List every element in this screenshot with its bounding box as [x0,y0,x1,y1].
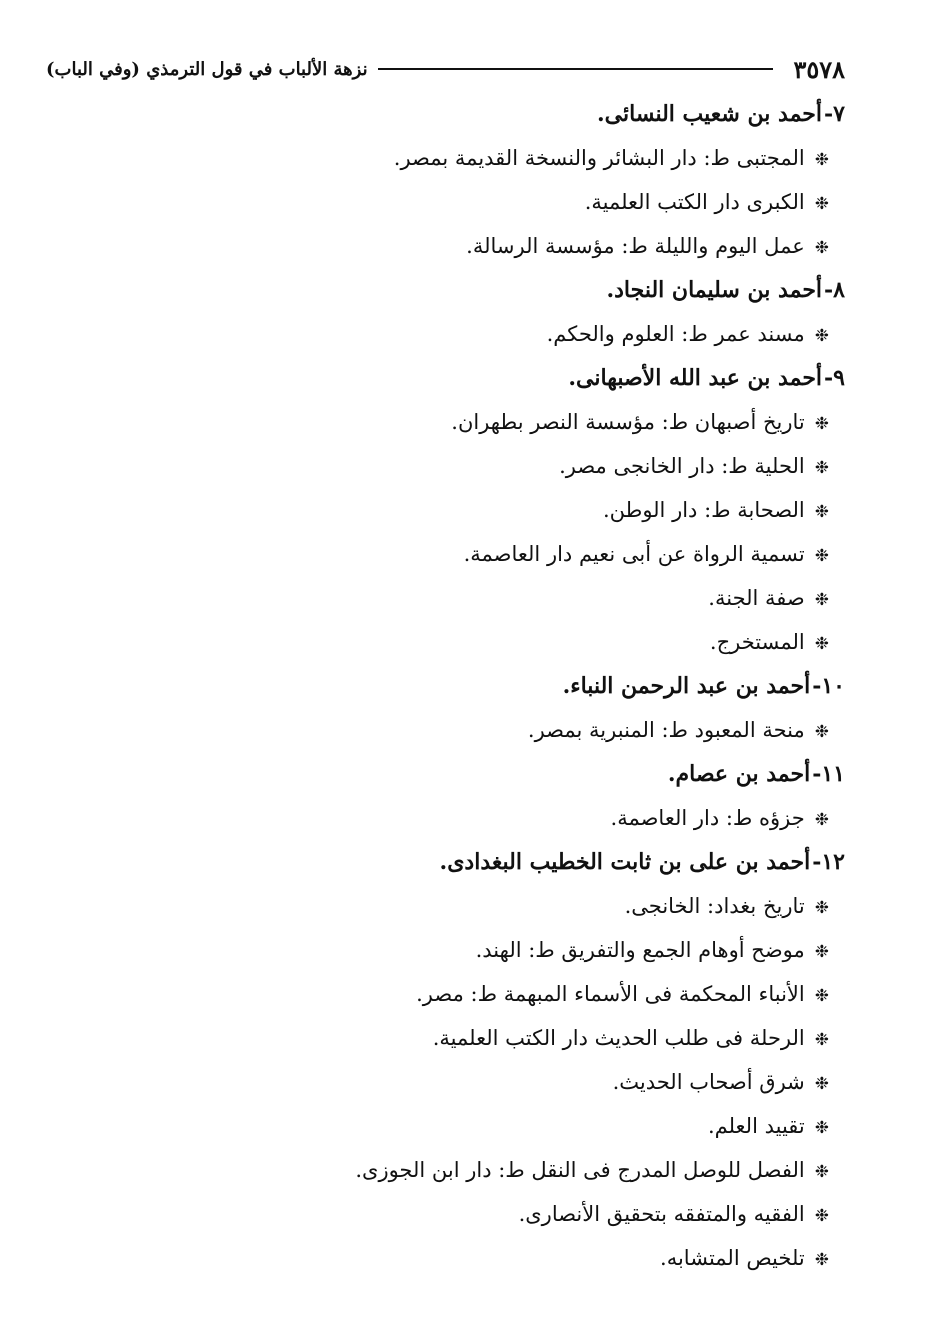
book-title: مسند عمر ط: العلوم والحكم. [546,322,805,346]
book-title: تاريخ بغداد: الخانجى. [624,894,805,918]
running-title: نزهة الألباب في قول الترمذي (وفي الباب) [46,58,368,80]
asterisk-flower-icon: ❉ [814,942,829,962]
book-list-item [40,532,845,576]
asterisk-flower-icon: ❉ [814,1206,829,1226]
book-list-item [40,1148,845,1192]
book-list-item [40,1236,845,1280]
page-number: ٣٥٧٨ [793,54,845,84]
book-list-item [40,1104,845,1148]
book-list-item [40,400,845,444]
asterisk-flower-icon: ❉ [814,326,829,346]
asterisk-flower-icon: ❉ [814,986,829,1006]
heading-number: ١١- [812,761,845,787]
book-title: الفصل للوصل المدرج فى النقل ط: دار ابن الجوزى. [355,1158,805,1182]
book-list-item [40,312,845,356]
book-list-item [40,1060,845,1104]
book-list-item [40,708,845,752]
book-title: صفة الجنة. [708,586,805,610]
author-heading [40,92,845,136]
book-list-item [40,488,845,532]
page-header [46,52,845,86]
book-title: الصحابة ط: دار الوطن. [602,498,805,522]
book-list-item [40,620,845,664]
book-title: الرحلة فى طلب الحديث دار الكتب العلمية. [432,1026,805,1050]
asterisk-flower-icon: ❉ [814,502,829,522]
book-title: المجتبى ط: دار البشائر والنسخة القديمة بمصر. [393,146,805,170]
book-title: الحلية ط: دار الخانجى مصر. [559,454,805,478]
heading-number: ١٢- [812,849,845,875]
author-name: أحمد بن عصام. [667,761,811,787]
book-title: تلخيص المتشابه. [660,1246,805,1270]
book-list-item [40,180,845,224]
author-heading [40,840,845,884]
book-list-item [40,224,845,268]
book-list-item [40,884,845,928]
author-heading [40,268,845,312]
book-title: المستخرج. [709,630,805,654]
book-title: تاريخ أصبهان ط: مؤسسة النصر بطهران. [451,410,805,434]
book-title: تسمية الرواة عن أبى نعيم دار العاصمة. [463,542,805,566]
author-heading [40,664,845,708]
author-name: أحمد بن سليمان النجاد. [606,277,823,303]
book-title: جزؤه ط: دار العاصمة. [610,806,805,830]
asterisk-flower-icon: ❉ [814,546,829,566]
author-name: أحمد بن شعيب النسائى. [597,101,823,127]
author-heading [40,356,845,400]
asterisk-flower-icon: ❉ [814,1074,829,1094]
book-title: تقييد العلم. [707,1114,805,1138]
book-list-item [40,1016,845,1060]
book-list-item [40,576,845,620]
asterisk-flower-icon: ❉ [814,414,829,434]
book-list-item [40,928,845,972]
asterisk-flower-icon: ❉ [814,194,829,214]
asterisk-flower-icon: ❉ [814,590,829,610]
book-title: منحة المعبود ط: المنبرية بمصر. [527,718,805,742]
book-list-item [40,444,845,488]
heading-number: ٩- [824,365,845,391]
asterisk-flower-icon: ❉ [814,1118,829,1138]
book-title: عمل اليوم والليلة ط: مؤسسة الرسالة. [466,234,805,258]
header-rule [378,68,774,70]
book-list-item [40,136,845,180]
book-title: الكبرى دار الكتب العلمية. [584,190,805,214]
author-name: أحمد بن عبد الله الأصبهانى. [568,365,823,391]
asterisk-flower-icon: ❉ [814,1162,829,1182]
book-list-item [40,1192,845,1236]
asterisk-flower-icon: ❉ [814,150,829,170]
asterisk-flower-icon: ❉ [814,238,829,258]
asterisk-flower-icon: ❉ [814,458,829,478]
book-list-item [40,796,845,840]
book-title: موضح أوهام الجمع والتفريق ط: الهند. [475,938,805,962]
asterisk-flower-icon: ❉ [814,634,829,654]
asterisk-flower-icon: ❉ [814,898,829,918]
page-content [40,92,845,1280]
author-heading [40,752,845,796]
author-name: أحمد بن على بن ثابت الخطيب البغدادى. [439,849,811,875]
book-title: شرق أصحاب الحديث. [612,1070,805,1094]
heading-number: ٨- [824,277,845,303]
book-title: الأنباء المحكمة فى الأسماء المبهمة ط: مصر. [416,982,805,1006]
asterisk-flower-icon: ❉ [814,1030,829,1050]
asterisk-flower-icon: ❉ [814,810,829,830]
asterisk-flower-icon: ❉ [814,722,829,742]
book-title: الفقيه والمتفقه بتحقيق الأنصارى. [518,1202,805,1226]
author-name: أحمد بن عبد الرحمن النباء. [562,673,811,699]
asterisk-flower-icon: ❉ [814,1250,829,1270]
book-list-item [40,972,845,1016]
heading-number: ٧- [824,101,845,127]
heading-number: ١٠- [812,673,845,699]
